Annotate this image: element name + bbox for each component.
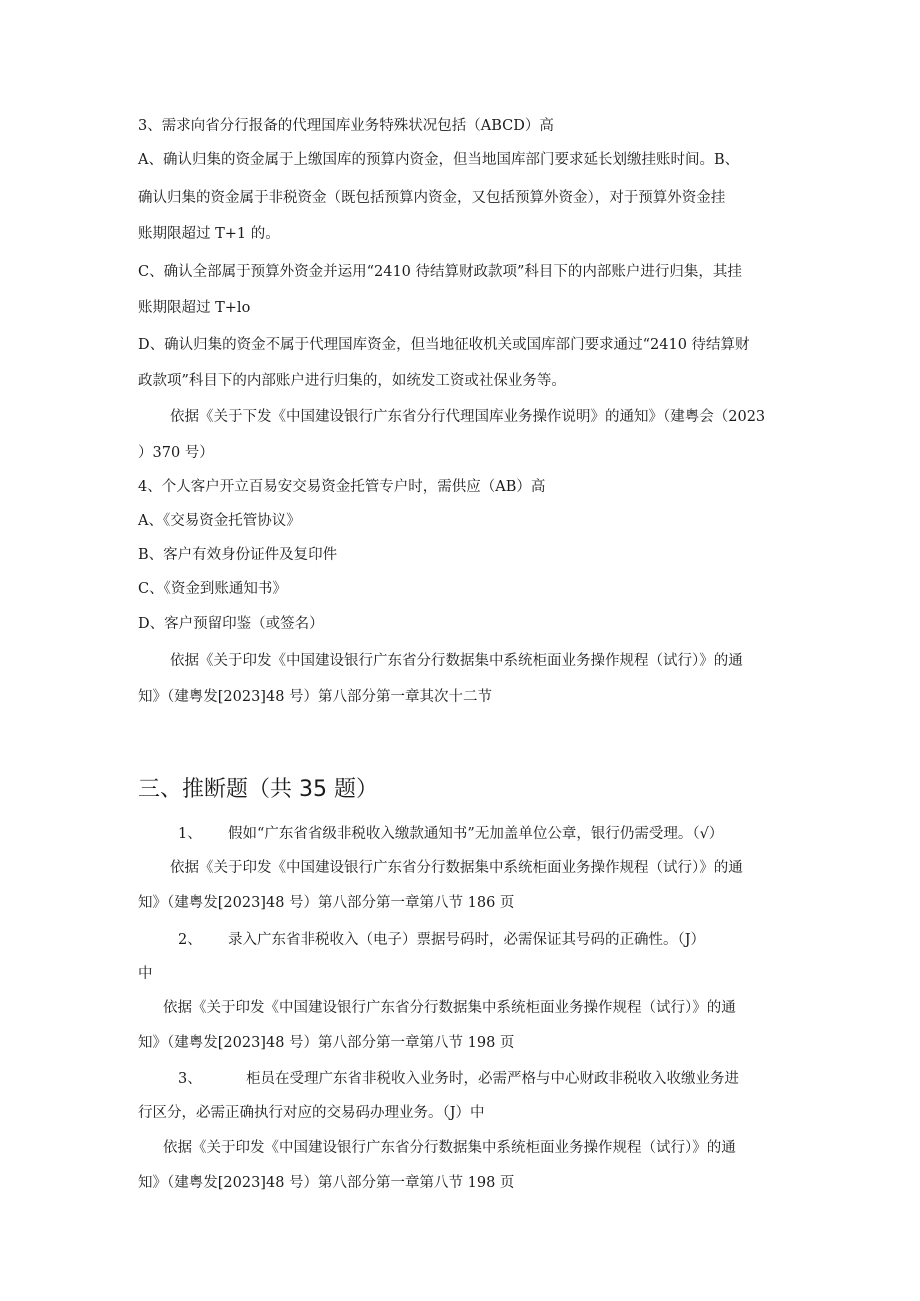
judgment-1-text: 假如“广东省省级非税收入缴款通知书”无加盖单位公章，银行仍需受理。（√）: [228, 826, 724, 842]
judgment-1-number: 1、: [178, 826, 202, 842]
judgment-2-reference-line2: 知》（建粤发[2023]48 号）第八部分第一章第八节 198 页: [138, 1035, 515, 1051]
judgment-3-reference-line2: 知》（建粤发[2023]48 号）第八部分第一章第八节 198 页: [138, 1175, 515, 1191]
section-heading: 三、推断题（共 35 题）: [138, 777, 378, 802]
q3-reference-line2: ）370 号）: [138, 445, 214, 461]
judgment-3-number: 3、: [178, 1071, 202, 1087]
q3-option-c-line1: C、确认全部属于预算外资金并运用“2410 待结算财政款项”科目下的内部账户进行归集，其挂: [138, 264, 742, 280]
q3-option-d-line1: D、确认归集的资金不属于代理国库资金，但当地征收机关或国库部门要求通过“2410 待结算财: [138, 337, 750, 353]
judgment-3-text-line1: 柜员在受理广东省非税收入业务时，必需严格与中心财政非税收入收缴业务进: [246, 1071, 739, 1087]
q3-option-c-line2: 账期限超过 T+lo: [138, 300, 251, 316]
q3-option-b-line2: 账期限超过 T+1 的。: [138, 226, 280, 242]
q4-stem: 4、个人客户开立百易安交易资金托管专户时，需供应（AB）高: [138, 479, 546, 495]
q4-reference-line1: 依据《关于印发《中国建设银行广东省分行数据集中系统柜面业务操作规程（试行）》的通: [170, 653, 743, 669]
judgment-1-reference-line1: 依据《关于印发《中国建设银行广东省分行数据集中系统柜面业务操作规程（试行）》的通: [170, 860, 743, 876]
judgment-3-reference-line1: 依据《关于印发《中国建设银行广东省分行数据集中系统柜面业务操作规程（试行）》的通: [163, 1140, 736, 1156]
q3-option-a: A、确认归集的资金属于上缴国库的预算内资金，但当地国库部门要求延长划缴挂账时间。B、: [138, 152, 740, 168]
q3-option-d-line2: 政款项”科目下的内部账户进行归集的，如统发工资或社保业务等。: [138, 373, 566, 389]
q4-reference-line2: 知》（建粤发[2023]48 号）第八部分第一章其次十二节: [138, 689, 493, 705]
q4-option-d: D、客户预留印鉴（或签名）: [138, 616, 324, 632]
q3-stem: 3、需求向省分行报备的代理国库业务特殊状况包括（ABCD）高: [138, 118, 554, 134]
q3-option-b-line1: 确认归集的资金属于非税资金（既包括预算内资金，又包括预算外资金），对于预算外资金挂: [138, 190, 726, 206]
judgment-2-text: 录入广东省非税收入（电子）票据号码时，必需保证其号码的正确性。（J）: [228, 932, 706, 948]
judgment-2-level: 中: [138, 966, 153, 982]
judgment-3-text-line2: 行区分，必需正确执行对应的交易码办理业务。（J）中: [138, 1105, 485, 1121]
judgment-1-reference-line2: 知》（建粤发[2023]48 号）第八部分第一章第八节 186 页: [138, 895, 515, 911]
q4-option-c: C、《资金到账通知书》: [138, 581, 287, 597]
judgment-2-number: 2、: [178, 932, 202, 948]
q4-option-a: A、《交易资金托管协议》: [138, 513, 301, 529]
judgment-2-reference-line1: 依据《关于印发《中国建设银行广东省分行数据集中系统柜面业务操作规程（试行）》的通: [163, 1000, 736, 1016]
q4-option-b: B、客户有效身份证件及复印件: [138, 547, 338, 563]
q3-reference-line1: 依据《关于下发《中国建设银行广东省分行代理国库业务操作说明》的通知》（建粤会（2023: [170, 409, 766, 425]
